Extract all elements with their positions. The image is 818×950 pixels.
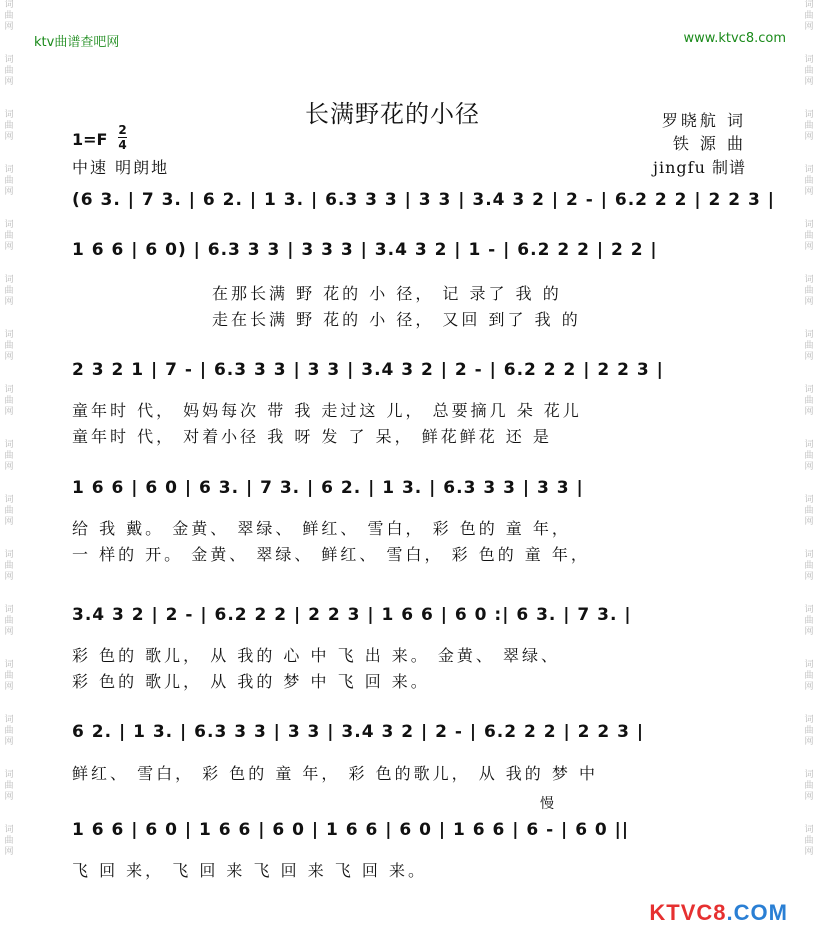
site-logo bbox=[649, 900, 788, 926]
lyric-line-8: 彩 色的 歌儿， 从 我的 梦 中 飞 回 来。 bbox=[72, 672, 430, 691]
lyric-line-3: 童年时 代， 妈妈每次 带 我 走过这 儿， 总要摘几 朵 花儿 bbox=[72, 401, 582, 420]
tempo-marking: 中速 明朗地 bbox=[72, 158, 170, 177]
lyric-line-1: 在那长满 野 花的 小 径， 记 录了 我 的 bbox=[212, 284, 562, 303]
score-row-6: 6 2. | 1 3. | 6.3 3 3 | 3 3 | 3.4 3 2 | 2 - | 6.2 2 2 | 2 2 3 | bbox=[72, 722, 645, 742]
lyric-line-4: 童年时 代， 对着小径 我 呀 发 了 呆， 鲜花鲜花 还 是 bbox=[72, 427, 552, 446]
lyric-line-5: 给 我 戴。 金黄、 翠绿、 鲜红、 雪白， 彩 色的 童 年， bbox=[72, 519, 571, 538]
score-row-2: 1 6 6 | 6 0) | 6.3 3 3 | 3 3 3 | 3.4 3 2 | 1 - | 6.2 2 2 | 2 2 | bbox=[72, 240, 658, 260]
logo-suffix: .COM bbox=[726, 900, 788, 925]
site-name-link[interactable]: ktv曲谱查吧网 bbox=[34, 35, 120, 50]
logo-main: KTVC8 bbox=[649, 900, 727, 925]
lyric-line-6: 一 样的 开。 金黄、 翠绿、 鲜红、 雪白， 彩 色的 童 年， bbox=[72, 545, 590, 564]
meter-bottom: 4 bbox=[118, 138, 127, 152]
lyric-line-10: 飞 回 来， 飞 回 来 飞 回 来 飞 回 来。 bbox=[72, 861, 427, 880]
lyricist: 罗晓航 词 bbox=[661, 111, 746, 130]
lyric-line-9: 鲜红、 雪白， 彩 色的 童 年， 彩 色的歌儿， 从 我的 梦 中 bbox=[72, 764, 598, 783]
score-row-5: 3.4 3 2 | 2 - | 6.2 2 2 | 2 2 3 | 1 6 6 | 6 0 :| 6 3. | 7 3. | bbox=[72, 605, 632, 625]
slow-marking: 慢 bbox=[540, 796, 554, 812]
score-row-3: 2 3 2 1 | 7 - | 6.3 3 3 | 3 3 | 3.4 3 2 | 2 - | 6.2 2 2 | 2 2 3 | bbox=[72, 360, 664, 380]
transcriber: jingfu 制谱 bbox=[653, 158, 746, 177]
watermark-left: 词 曲 网 词 曲 网 词 曲 网 词 曲 网 词 曲 网 词 曲 网 词 曲 网 词 曲 网 词 曲 网 词 曲 网 词 曲 网 词 曲 网 词 曲 网 词 曲 网 词 曲 网 词 曲 网 bbox=[4, 0, 14, 857]
score-row-4: 1 6 6 | 6 0 | 6 3. | 7 3. | 6 2. | 1 3. | 6.3 3 3 | 3 3 | bbox=[72, 478, 584, 498]
meter-top: 2 bbox=[118, 123, 127, 137]
time-signature bbox=[118, 124, 127, 151]
score-row-7: 1 6 6 | 6 0 | 1 6 6 | 6 0 | 1 6 6 | 6 0 | 1 6 6 | 6 - | 6 0 || bbox=[72, 820, 630, 840]
song-title: 长满野花的小径 bbox=[305, 100, 480, 128]
lyric-line-2: 走在长满 野 花的 小 径， 又回 到了 我 的 bbox=[212, 310, 581, 329]
site-url-link[interactable]: www.ktvc8.com bbox=[683, 31, 786, 46]
key-signature: 1=F bbox=[72, 130, 108, 149]
score-row-1: (6 3. | 7 3. | 6 2. | 1 3. | 6.3 3 3 | 3 3 | 3.4 3 2 | 2 - | 6.2 2 2 | 2 2 3 | bbox=[72, 190, 775, 210]
composer: 铁 源 曲 bbox=[672, 134, 746, 153]
watermark-right: 词 曲 网 词 曲 网 词 曲 网 词 曲 网 词 曲 网 词 曲 网 词 曲 网 词 曲 网 词 曲 网 词 曲 网 词 曲 网 词 曲 网 词 曲 网 词 曲 网 词 曲 网 词 曲 网 bbox=[804, 0, 814, 857]
lyric-line-7: 彩 色的 歌儿， 从 我的 心 中 飞 出 来。 金黄、 翠绿、 bbox=[72, 646, 560, 665]
